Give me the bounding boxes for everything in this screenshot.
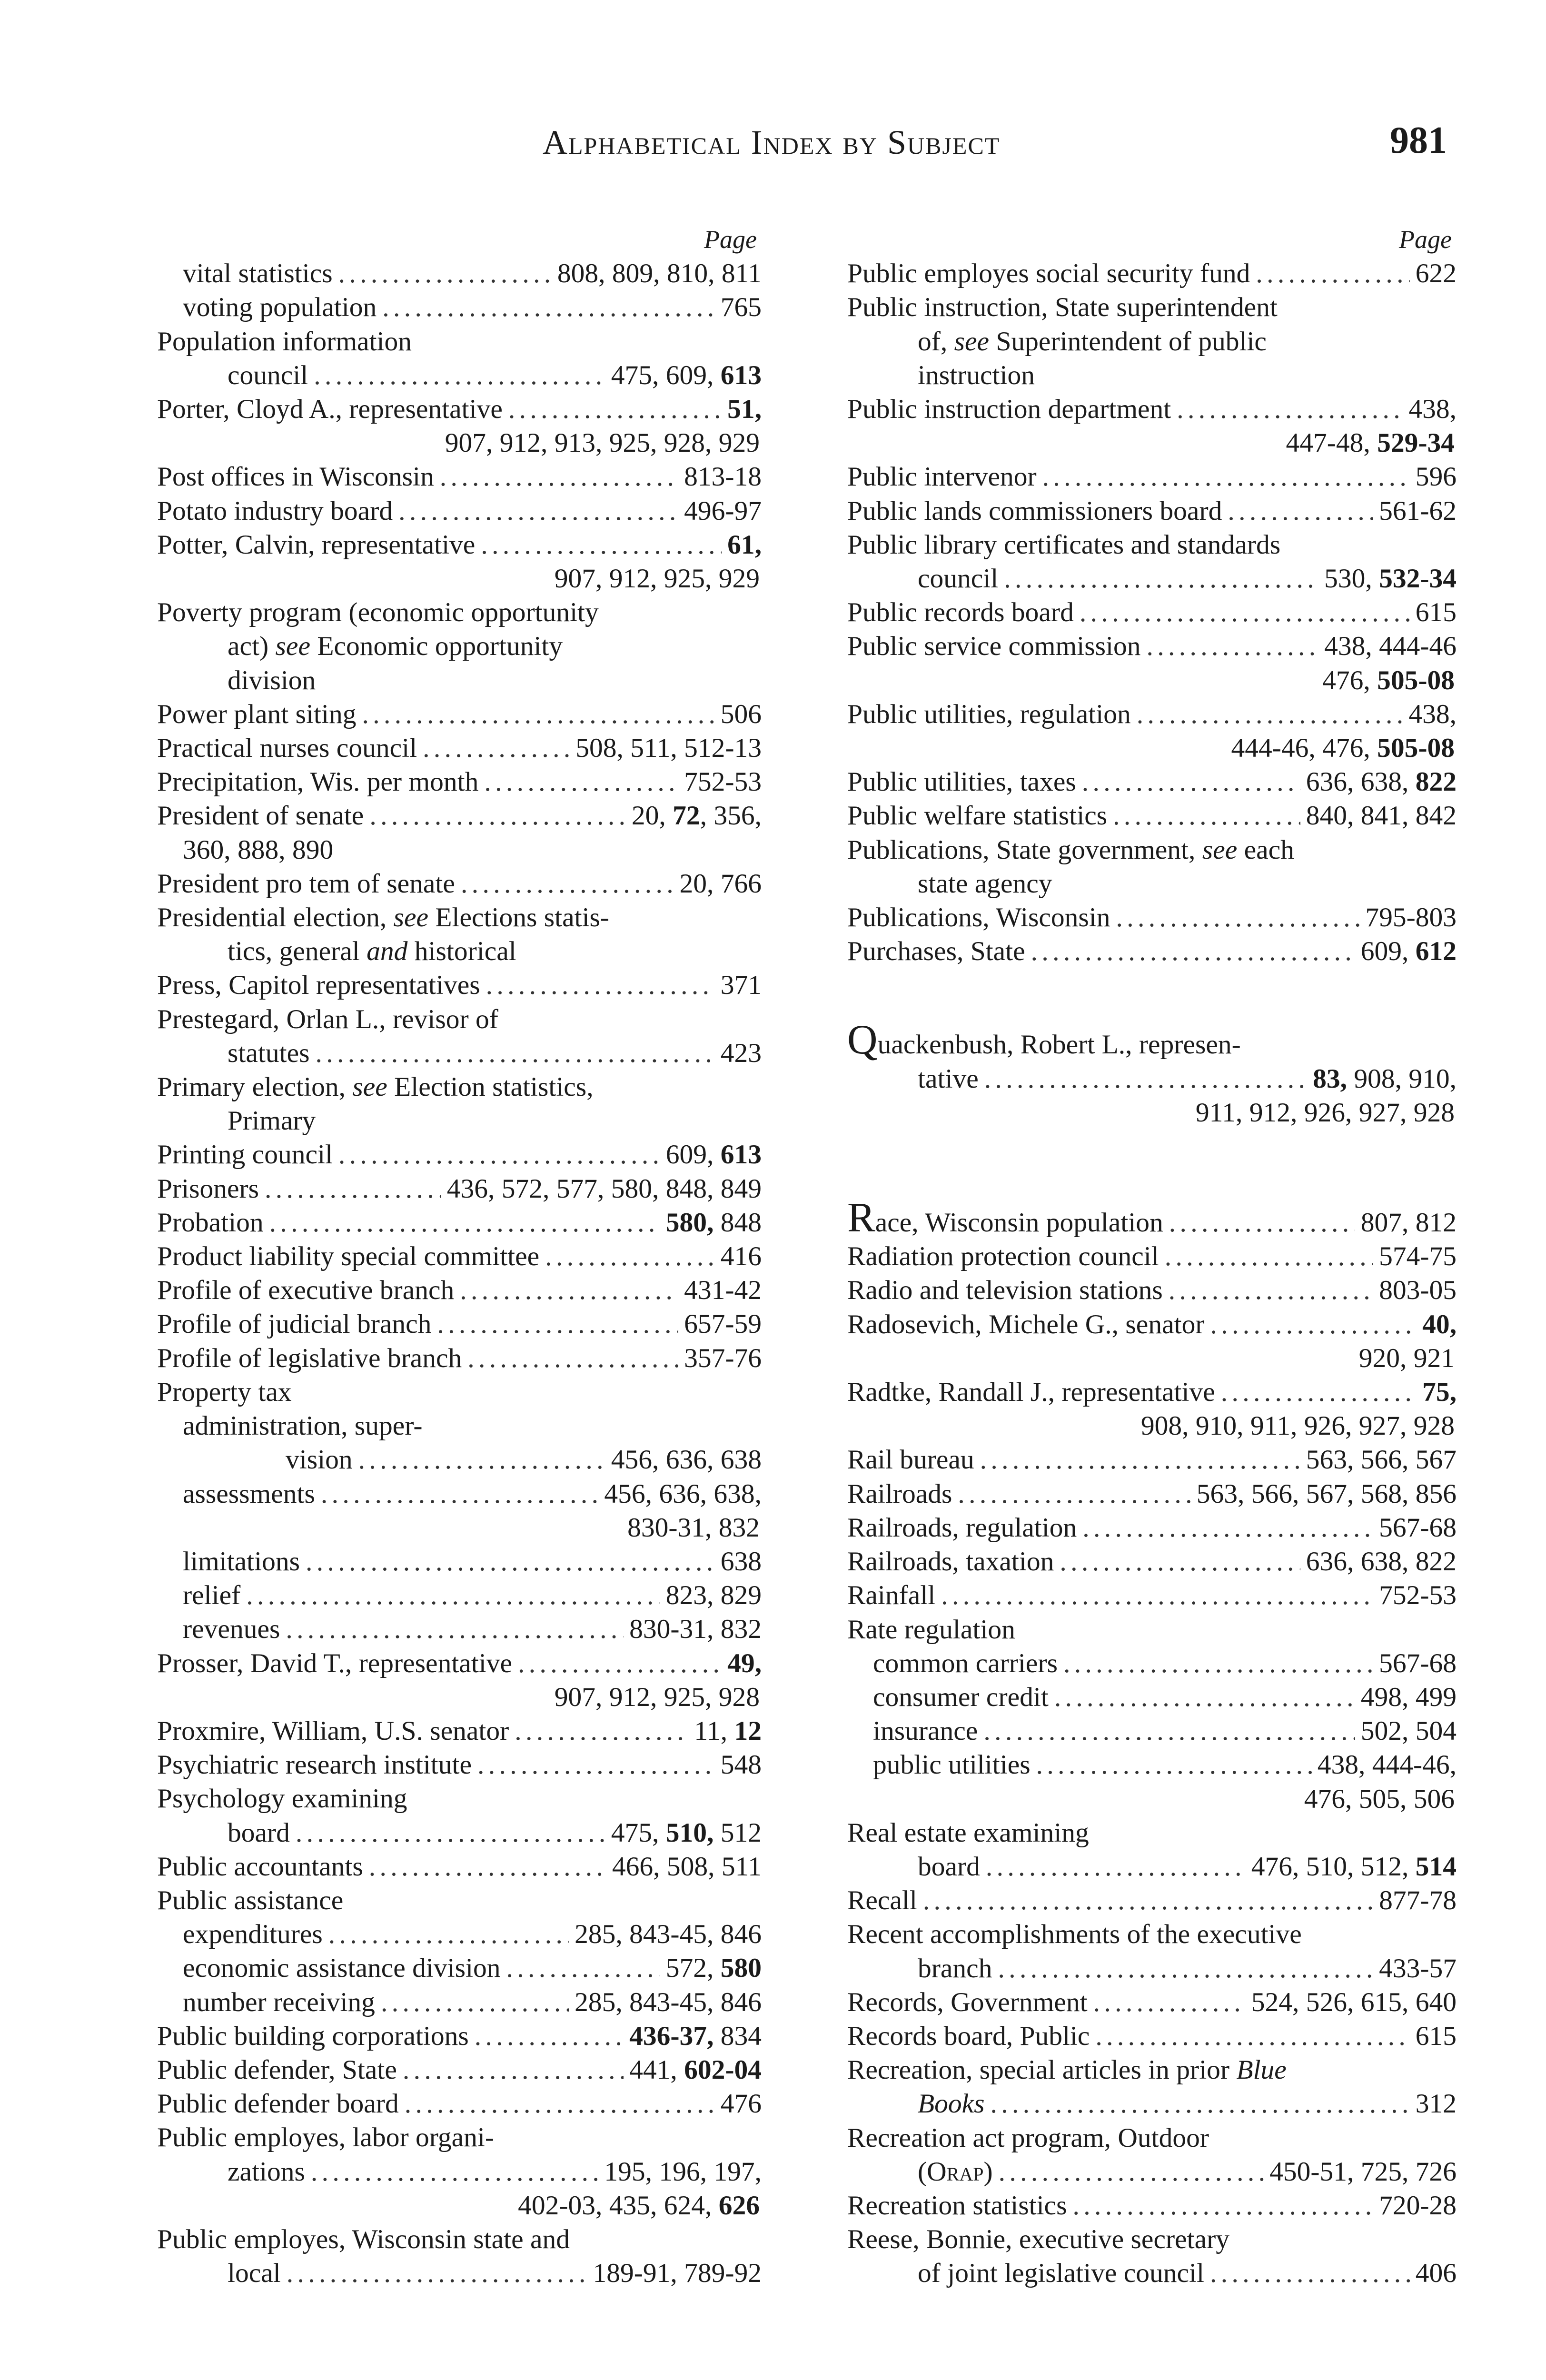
entry-pages: 450-51, 725, 726 bbox=[1269, 2156, 1457, 2187]
entry-continuation: tics, general and historical bbox=[228, 936, 516, 967]
entry-pages: 572, 580 bbox=[665, 1953, 762, 1983]
entry-pages: 312 bbox=[1415, 2089, 1457, 2119]
entry-pages: 609, 612 bbox=[1360, 936, 1457, 967]
entry-label: Public service commission bbox=[847, 631, 1141, 662]
index-entry bbox=[157, 1307, 762, 1341]
entry-continuation: 907, 912, 925, 929 bbox=[554, 564, 760, 594]
entry-pages: 615 bbox=[1415, 2021, 1457, 2051]
entry-pages: 20, 72, 356, bbox=[631, 801, 762, 831]
entry-label: Radosevich, Michele G., senator bbox=[847, 1309, 1205, 1339]
entry-continuation: 360, 888, 890 bbox=[183, 834, 334, 865]
entry-label: Purchases, State bbox=[847, 936, 1025, 967]
entry-pages: 498, 499 bbox=[1360, 1682, 1457, 1712]
entry-pages: 11, 12 bbox=[694, 1716, 762, 1746]
index-entry bbox=[847, 1850, 1457, 1884]
index-entry bbox=[847, 1197, 1457, 1240]
entry-label: assessments bbox=[183, 1478, 315, 1509]
index-column-right bbox=[847, 223, 1457, 2291]
entry-pages: 285, 843-45, 846 bbox=[575, 1987, 762, 2017]
index-entry bbox=[847, 1985, 1457, 2019]
section-spacer bbox=[847, 968, 1457, 1019]
entry-label: Public lands commissioners board bbox=[847, 496, 1222, 526]
entry-label: Public instruction department bbox=[847, 394, 1171, 424]
index-entry bbox=[847, 460, 1457, 494]
entry-pages: 508, 511, 512-13 bbox=[575, 733, 762, 764]
entry-label: vital statistics bbox=[183, 258, 333, 289]
index-entry bbox=[847, 2155, 1457, 2189]
index-subentry bbox=[847, 1680, 1457, 1714]
entry-label: Rail bureau bbox=[847, 1445, 974, 1475]
entry-pages: 357-76 bbox=[684, 1343, 762, 1373]
index-subentry-heading: administration, super- bbox=[183, 1411, 423, 1441]
entry-label: Records board, Public bbox=[847, 2021, 1090, 2051]
index-entry bbox=[157, 731, 762, 765]
entry-label: limitations bbox=[183, 1546, 300, 1577]
entry-label: Profile of executive branch bbox=[157, 1275, 455, 1306]
entry-pages: 807, 812 bbox=[1360, 1208, 1457, 1238]
entry-label: President of senate bbox=[157, 801, 364, 831]
entry-pages: 622 bbox=[1415, 258, 1457, 289]
entry-label: revenues bbox=[183, 1614, 280, 1645]
entry-label: Printing council bbox=[157, 1140, 333, 1170]
entry-pages: 476 bbox=[720, 2089, 762, 2119]
index-entry bbox=[847, 2189, 1457, 2222]
entry-continuation: 920, 921 bbox=[1358, 1343, 1455, 1373]
entry-pages: 548 bbox=[720, 1750, 762, 1780]
entry-pages: 20, 766 bbox=[679, 868, 762, 899]
entry-pages: 524, 526, 615, 640 bbox=[1251, 1987, 1457, 2017]
entry-label: Public intervenor bbox=[847, 462, 1037, 492]
page-column-label: Page bbox=[704, 225, 757, 254]
index-entry-heading: Real estate examining bbox=[847, 1817, 1089, 1848]
entry-label: Press, Capitol representatives bbox=[157, 970, 480, 1001]
entry-pages: 438, bbox=[1408, 699, 1457, 729]
index-entry-heading: Reese, Bonnie, executive secretary bbox=[847, 2224, 1230, 2255]
index-entry bbox=[157, 257, 762, 290]
index-entry bbox=[847, 2256, 1457, 2290]
entry-label: Prosser, David T., representative bbox=[157, 1648, 513, 1678]
index-entry bbox=[847, 1240, 1457, 1273]
index-entry-heading: Public employes, labor organi- bbox=[157, 2122, 494, 2153]
index-entry bbox=[157, 460, 762, 494]
index-entry-heading: Rate regulation bbox=[847, 1614, 1015, 1645]
entry-label: Porter, Cloyd A., representative bbox=[157, 394, 503, 424]
entry-pages: 438, bbox=[1408, 394, 1457, 424]
entry-pages: 49, bbox=[727, 1648, 762, 1678]
index-column-left bbox=[157, 223, 762, 2290]
index-subentry bbox=[157, 1545, 762, 1578]
entry-label: Public employes social security fund bbox=[847, 258, 1250, 289]
index-entry bbox=[157, 1646, 762, 1680]
entry-label: board bbox=[918, 1851, 980, 1882]
entry-label: Radio and television stations bbox=[847, 1275, 1163, 1306]
entry-label: Radiation protection council bbox=[847, 1241, 1159, 1272]
entry-label: Profile of legislative branch bbox=[157, 1343, 462, 1373]
index-entry bbox=[157, 2155, 762, 2189]
entry-label: Records, Government bbox=[847, 1987, 1088, 2017]
entry-pages: 561-62 bbox=[1379, 496, 1457, 526]
entry-label: Power plant siting bbox=[157, 699, 357, 729]
entry-label: zations bbox=[228, 2156, 305, 2187]
index-entry bbox=[847, 1952, 1457, 1985]
index-entry: Publications, State government, see each bbox=[847, 834, 1294, 865]
index-entry bbox=[847, 1308, 1457, 1341]
entry-label: Publications, Wisconsin bbox=[847, 902, 1110, 933]
entry-label: Rainfall bbox=[847, 1580, 936, 1611]
index-entry bbox=[157, 1036, 762, 1070]
entry-pages: 567-68 bbox=[1379, 1512, 1457, 1543]
entry-pages: 438, 444-46 bbox=[1324, 631, 1457, 662]
entry-pages: 466, 508, 511 bbox=[612, 1851, 762, 1882]
entry-pages: 438, 444-46, bbox=[1317, 1750, 1457, 1780]
entry-label: of joint legislative council bbox=[918, 2258, 1205, 2289]
index-entry-heading: Quackenbush, Robert L., represen- bbox=[847, 1017, 1241, 1063]
entry-pages: 75, bbox=[1422, 1377, 1457, 1408]
entry-label: relief bbox=[183, 1580, 241, 1611]
entry-pages: 475, 609, 613 bbox=[611, 360, 762, 390]
entry-label: Public accountants bbox=[157, 1851, 363, 1882]
entry-pages: 765 bbox=[720, 292, 762, 323]
index-entry-heading: Public assistance bbox=[157, 1885, 344, 1915]
entry-label: voting population bbox=[183, 292, 377, 323]
entry-pages: 431-42 bbox=[684, 1275, 762, 1306]
entry-pages: 502, 504 bbox=[1360, 1716, 1457, 1746]
entry-label: Probation bbox=[157, 1207, 264, 1238]
index-entry bbox=[157, 1714, 762, 1748]
entry-continuation: 907, 912, 913, 925, 928, 929 bbox=[445, 428, 760, 458]
entry-label: Post offices in Wisconsin bbox=[157, 462, 434, 492]
entry-label: common carriers bbox=[873, 1648, 1058, 1678]
entry-label: Public utilities, regulation bbox=[847, 699, 1131, 729]
entry-label: council bbox=[918, 564, 999, 594]
entry-pages: 423 bbox=[720, 1038, 762, 1068]
index-entry bbox=[847, 1578, 1457, 1612]
section-initial-q: Q bbox=[847, 1017, 878, 1063]
entry-label: Profile of judicial branch bbox=[157, 1309, 432, 1339]
entry-pages: 609, 613 bbox=[665, 1140, 762, 1170]
entry-label: Public defender board bbox=[157, 2089, 399, 2119]
entry-label: Radtke, Randall J., representative bbox=[847, 1377, 1215, 1408]
entry-pages: 61, bbox=[727, 529, 762, 560]
entry-pages: 840, 841, 842 bbox=[1306, 801, 1457, 831]
entry-label: Race, Wisconsin population bbox=[847, 1195, 1163, 1241]
index-entry bbox=[847, 765, 1457, 799]
index-entry bbox=[157, 765, 762, 799]
entry-label: Psychiatric research institute bbox=[157, 1750, 472, 1780]
index-entry-heading: Psychology examining bbox=[157, 1784, 407, 1814]
index-entry bbox=[847, 595, 1457, 629]
index-entry bbox=[157, 494, 762, 528]
entry-label: Public welfare statistics bbox=[847, 801, 1108, 831]
index-entry bbox=[847, 1884, 1457, 1917]
entry-label: President pro tem of senate bbox=[157, 868, 455, 899]
entry-pages: 830-31, 832 bbox=[629, 1614, 762, 1645]
index-entry-heading: Public employes, Wisconsin state and bbox=[157, 2224, 570, 2254]
entry-continuation: instruction bbox=[918, 360, 1035, 390]
entry-pages: 752-53 bbox=[684, 767, 762, 797]
entry-pages: 567-68 bbox=[1379, 1648, 1457, 1678]
index-entry bbox=[847, 1062, 1457, 1096]
index-entry bbox=[157, 1850, 762, 1884]
entry-label: Product liability special committee bbox=[157, 1241, 540, 1272]
page-number: 981 bbox=[1390, 119, 1447, 161]
entry-pages: 720-28 bbox=[1379, 2190, 1457, 2221]
entry-pages: 416 bbox=[720, 1241, 762, 1272]
index-entry bbox=[157, 1240, 762, 1273]
entry-continuation: 447-48, 529-34 bbox=[1286, 428, 1455, 458]
entry-label: Railroads bbox=[847, 1478, 952, 1509]
entry-pages: 436, 572, 577, 580, 848, 849 bbox=[446, 1173, 762, 1204]
entry-continuation: Primary bbox=[228, 1106, 316, 1136]
entry-label: Precipitation, Wis. per month bbox=[157, 767, 479, 797]
entry-pages: 83, 908, 910, bbox=[1313, 1063, 1457, 1094]
entry-pages: 195, 196, 197, bbox=[604, 2156, 762, 2187]
entry-continuation: 830-31, 832 bbox=[627, 1512, 760, 1543]
entry-pages: 813-18 bbox=[684, 462, 762, 492]
entry-pages: 506 bbox=[720, 699, 762, 729]
index-entry bbox=[157, 1206, 762, 1240]
index-entry-heading: Recent accomplishments of the executive bbox=[847, 1919, 1302, 1950]
running-header: Alphabetical Index by Subject bbox=[543, 123, 1001, 161]
entry-pages: 456, 636, 638, bbox=[604, 1478, 762, 1509]
index-entry bbox=[847, 901, 1457, 934]
entry-label: council bbox=[228, 360, 308, 390]
index-entry bbox=[847, 2087, 1457, 2121]
index-entry-heading: Public library certificates and standards bbox=[847, 529, 1281, 560]
entry-label: tative bbox=[918, 1063, 979, 1094]
entry-label: branch bbox=[918, 1953, 992, 1983]
entry-pages: 823, 829 bbox=[665, 1580, 762, 1611]
index-entry bbox=[157, 697, 762, 731]
entry-label: Public utilities, taxes bbox=[847, 767, 1076, 797]
entry-label: Railroads, taxation bbox=[847, 1547, 1054, 1577]
index-entry bbox=[157, 968, 762, 1002]
entry-pages: 563, 566, 567, 568, 856 bbox=[1196, 1478, 1457, 1509]
entry-label: expenditures bbox=[183, 1919, 323, 1950]
index-entry-heading: Recreation, special articles in prior Blue bbox=[847, 2055, 1287, 2085]
entry-label: Recreation statistics bbox=[847, 2190, 1067, 2221]
index-entry bbox=[847, 934, 1457, 968]
index-entry bbox=[847, 2019, 1457, 2053]
entry-label: Public records board bbox=[847, 597, 1074, 628]
index-entry: Presidential election, see Elections statis- bbox=[157, 902, 610, 933]
entry-pages: 615 bbox=[1415, 597, 1457, 628]
index-subentry bbox=[847, 1646, 1457, 1680]
index-entry bbox=[157, 1172, 762, 1206]
index-entry-heading: Prestegard, Orlan L., revisor of bbox=[157, 1004, 498, 1034]
index-subentry bbox=[157, 1443, 762, 1477]
entry-label: economic assistance division bbox=[183, 1953, 501, 1983]
index-entry bbox=[847, 629, 1457, 663]
index-entry bbox=[157, 2019, 762, 2053]
index-entry bbox=[847, 1477, 1457, 1511]
entry-pages: 877-78 bbox=[1379, 1885, 1457, 1916]
index-entry bbox=[157, 290, 762, 324]
index-entry-heading: Property tax bbox=[157, 1377, 292, 1407]
entry-label: number receiving bbox=[183, 1987, 375, 2017]
entry-pages: 456, 636, 638 bbox=[611, 1445, 762, 1475]
entry-label: local bbox=[228, 2258, 281, 2289]
index-subentry bbox=[157, 1578, 762, 1612]
entry-continuation: division bbox=[228, 665, 316, 695]
index-entry bbox=[157, 1816, 762, 1850]
index-subentry bbox=[157, 1951, 762, 1985]
entry-label: Railroads, regulation bbox=[847, 1512, 1077, 1543]
index-subentry bbox=[847, 1748, 1457, 1782]
index-entry bbox=[847, 1545, 1457, 1578]
index-entry bbox=[847, 1375, 1457, 1409]
index-entry bbox=[847, 697, 1457, 731]
entry-pages: 530, 532-34 bbox=[1324, 564, 1457, 594]
index-subentry bbox=[157, 1612, 762, 1646]
entry-continuation: 907, 912, 925, 928 bbox=[554, 1682, 760, 1712]
entry-continuation: state agency bbox=[918, 868, 1052, 899]
entry-continuation: 476, 505, 506 bbox=[1304, 1784, 1455, 1814]
index-entry bbox=[847, 562, 1457, 595]
section-initial-r: R bbox=[847, 1195, 875, 1241]
entry-pages: 406 bbox=[1415, 2258, 1457, 2289]
index-entry bbox=[157, 1341, 762, 1375]
entry-pages: 638 bbox=[720, 1546, 762, 1577]
page-column-label: Page bbox=[1399, 225, 1452, 254]
section-spacer bbox=[847, 1130, 1457, 1197]
index-entry bbox=[157, 2087, 762, 2121]
index-entry bbox=[157, 799, 762, 833]
entry-pages: 636, 638, 822 bbox=[1306, 767, 1457, 797]
entry-label: insurance bbox=[873, 1716, 978, 1746]
entry-pages: 189-91, 789-92 bbox=[593, 2258, 762, 2289]
entry-continuation: 911, 912, 926, 927, 928 bbox=[1195, 1097, 1455, 1128]
entry-label: public utilities bbox=[873, 1750, 1031, 1780]
entry-continuation: 402-03, 435, 624, 626 bbox=[518, 2190, 760, 2221]
index-entry bbox=[157, 358, 762, 392]
entry-pages: 795-803 bbox=[1365, 902, 1457, 933]
entry-pages: 596 bbox=[1415, 462, 1457, 492]
index-entry bbox=[157, 1138, 762, 1171]
index-entry-heading: Public instruction, State superintendent bbox=[847, 292, 1278, 323]
entry-label: vision bbox=[286, 1445, 353, 1475]
entry-label: Public building corporations bbox=[157, 2021, 469, 2051]
entry-pages: 752-53 bbox=[1379, 1580, 1457, 1611]
index-entry-heading: Recreation act program, Outdoor bbox=[847, 2122, 1209, 2153]
index-entry bbox=[847, 392, 1457, 426]
index-entry-heading: Poverty program (economic opportunity bbox=[157, 597, 599, 628]
entry-continuation: act) see Economic opportunity bbox=[228, 631, 563, 662]
entry-pages: 803-05 bbox=[1379, 1275, 1457, 1306]
entry-continuation: of, see Superintendent of public bbox=[918, 326, 1267, 357]
entry-continuation: 444-46, 476, 505-08 bbox=[1231, 733, 1455, 764]
entry-pages: 371 bbox=[720, 970, 762, 1001]
entry-pages: 496-97 bbox=[684, 496, 762, 526]
entry-pages: 475, 510, 512 bbox=[611, 1817, 762, 1848]
entry-label: Proxmire, William, U.S. senator bbox=[157, 1716, 509, 1746]
index-entry bbox=[847, 257, 1457, 290]
index-entry bbox=[847, 1273, 1457, 1307]
entry-label: Practical nurses council bbox=[157, 733, 417, 764]
entry-label: Public defender, State bbox=[157, 2054, 397, 2085]
entry-pages: 476, 510, 512, 514 bbox=[1251, 1851, 1457, 1882]
index-entry bbox=[157, 528, 762, 562]
index-entry bbox=[847, 1511, 1457, 1545]
entry-continuation: 908, 910, 911, 926, 927, 928 bbox=[1140, 1411, 1455, 1441]
entry-continuation: 476, 505-08 bbox=[1322, 665, 1455, 695]
index-entry: Primary election, see Election statistics, bbox=[157, 1072, 594, 1102]
entry-pages: 51, bbox=[727, 394, 762, 424]
index-subentry bbox=[157, 1917, 762, 1951]
entry-pages: 436-37, 834 bbox=[629, 2021, 762, 2051]
index-subentry bbox=[157, 1477, 762, 1511]
entry-label: statutes bbox=[228, 1038, 310, 1068]
entry-pages: 574-75 bbox=[1379, 1241, 1457, 1272]
entry-pages: 40, bbox=[1422, 1309, 1457, 1339]
index-subentry bbox=[157, 1985, 762, 2019]
entry-pages: 563, 566, 567 bbox=[1306, 1445, 1457, 1475]
index-entry bbox=[157, 867, 762, 901]
index-subentry bbox=[847, 1714, 1457, 1748]
entry-pages: 808, 809, 810, 811 bbox=[557, 258, 762, 289]
index-entry bbox=[847, 494, 1457, 528]
entry-label: Prisoners bbox=[157, 1173, 259, 1204]
entry-pages: 441, 602-04 bbox=[629, 2054, 762, 2085]
entry-pages: 433-57 bbox=[1379, 1953, 1457, 1983]
entry-pages: 636, 638, 822 bbox=[1306, 1547, 1457, 1577]
entry-pages: 657-59 bbox=[684, 1309, 762, 1339]
entry-label: consumer credit bbox=[873, 1682, 1049, 1712]
index-entry bbox=[847, 799, 1457, 833]
entry-label: Potter, Calvin, representative bbox=[157, 529, 476, 560]
entry-pages: 580, 848 bbox=[665, 1207, 762, 1238]
index-entry bbox=[157, 2256, 762, 2290]
entry-label: (Orap) bbox=[918, 2156, 993, 2187]
entry-label: Recall bbox=[847, 1885, 917, 1916]
index-entry bbox=[157, 2053, 762, 2087]
index-entry bbox=[157, 1748, 762, 1782]
index-entry bbox=[157, 1273, 762, 1307]
index-entry bbox=[157, 392, 762, 426]
index-entry-heading: Population information bbox=[157, 326, 412, 357]
entry-label: Books bbox=[918, 2089, 985, 2119]
entry-pages: 285, 843-45, 846 bbox=[575, 1919, 762, 1950]
entry-label: Potato industry board bbox=[157, 496, 393, 526]
index-entry bbox=[847, 1443, 1457, 1477]
entry-label: board bbox=[228, 1817, 290, 1848]
